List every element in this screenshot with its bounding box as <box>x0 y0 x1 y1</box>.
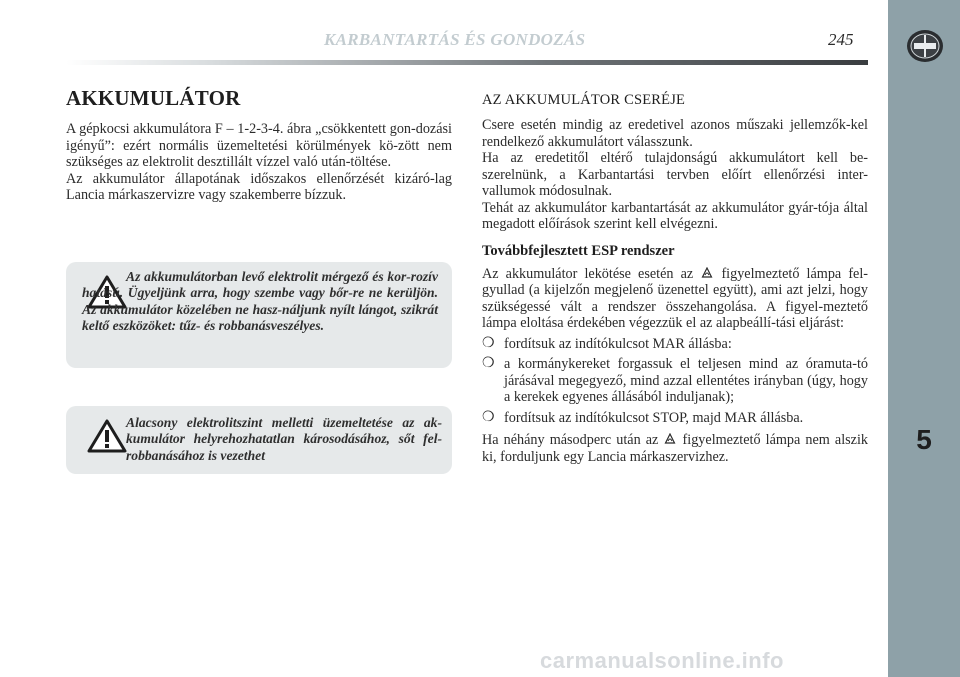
replacement-heading: AZ AKKUMULÁTOR CSERÉJE <box>482 92 686 108</box>
left-column <box>66 86 452 204</box>
warning-box-electrolyte <box>66 262 452 368</box>
esp-paragraph <box>482 266 868 332</box>
esp-subheading: Továbbfejlesztett ESP rendszer <box>482 242 675 259</box>
chapter-number: 5 <box>916 424 932 455</box>
esp-warning-light-icon <box>701 267 713 279</box>
header-rule <box>66 60 868 65</box>
list-item <box>482 336 868 353</box>
step-text: a kormánykereket forgassuk el teljesen mind az óramuta-tó járásával megegyező, mind azzal ellentétes irányban (úgy, hogy a kerekek egyenes állásából induljanak); <box>504 356 868 405</box>
lancia-shield-icon <box>906 28 944 64</box>
warning-text-electrolyte <box>82 269 438 334</box>
warning-box-low-level <box>66 406 452 474</box>
esp-text-after: figyelmeztető lámpa fel-gyullad (a kijelzőn megjelenő üzenettel együtt), ami azt jelzi, hogy szükségessé vált a rendszer összehangolása. A figyel-meztető lámpa eloltása érdekében végezzük el az alapbeállí-tási eljárást: <box>482 265 869 331</box>
closing-text-after: figyelmeztető lámpa nem alszik ki, forduljunk egy Lancia márkaszervizhez. <box>482 432 868 465</box>
right-column <box>482 92 868 465</box>
intro-paragraph: A gépkocsi akkumulátora F – 1-2-3-4. ábra „csökkentett gon-dozási igényű”: ezért normális üzemeltetési körülmények kö-zött nem szükséges az elektrolit desztillált vízzel való után-töltése. <box>66 121 452 170</box>
chapter-sidebar <box>888 0 960 677</box>
replacement-paragraph-1: Csere esetén mindig az eredetivel azonos műszaki jellemzők-kel rendelkező akkumulátort válasszunk. <box>482 117 868 150</box>
section-heading: AKKUMULÁTOR <box>66 86 241 110</box>
esp-warning-light-icon <box>664 433 676 445</box>
warning-text: Az akkumulátorban levő elektrolit mérgező és kor-rozív hatású. Ügyeljünk arra, hogy szembe vagy bőr-re ne kerüljön. Az akkumulátor közelében ne hasz-náljunk nyílt lángot, szikrát keltő eszközöket: tűz- és robbanásveszélyes. <box>82 269 438 333</box>
procedure-steps <box>482 336 868 427</box>
step-text: fordítsuk az indítókulcsot STOP, majd MAR állásba. <box>504 409 804 426</box>
warning-text-low-level: Alacsony elektrolitszint melletti üzemeltetése az ak-kumulátor helyrehozhatatlan károsodásához, sőt fel-robbanásához is vezethet <box>126 415 442 463</box>
running-header-title: KARBANTARTÁS ÉS GONDOZÁS <box>324 30 586 49</box>
list-item <box>482 410 868 427</box>
page-number: 245 <box>828 30 854 49</box>
warning-triangle-icon <box>86 418 128 454</box>
service-paragraph: Az akkumulátor állapotának időszakos ellenőrzését kizáró-lag Lancia márkaszervizre vagy szakemberre bízzuk. <box>66 170 452 203</box>
esp-text-before: Az akkumulátor lekötése esetén az <box>482 265 694 282</box>
replacement-paragraph-2: Ha az eredetitől eltérő tulajdonságú akkumulátort kell be-szerelnünk, a Karbantartási tervben előírt ellenőrzési inter-vallumok módosulnak. <box>482 150 868 199</box>
closing-paragraph <box>482 432 868 465</box>
bullet-circle-icon: ❍ <box>482 409 495 425</box>
bullet-circle-icon: ❍ <box>482 335 495 351</box>
replacement-paragraph-3: Tehát az akkumulátor karbantartását az akkumulátor gyár-tója által megadott előírások szerint kell elvégezni. <box>482 199 868 232</box>
bullet-circle-icon: ❍ <box>482 356 495 371</box>
closing-text-before: Ha néhány másodperc után az <box>482 432 659 448</box>
watermark: carmanualsonline.info <box>540 648 784 673</box>
list-item <box>482 356 868 406</box>
step-text: fordítsuk az indítókulcsot MAR állásba: <box>504 335 732 352</box>
